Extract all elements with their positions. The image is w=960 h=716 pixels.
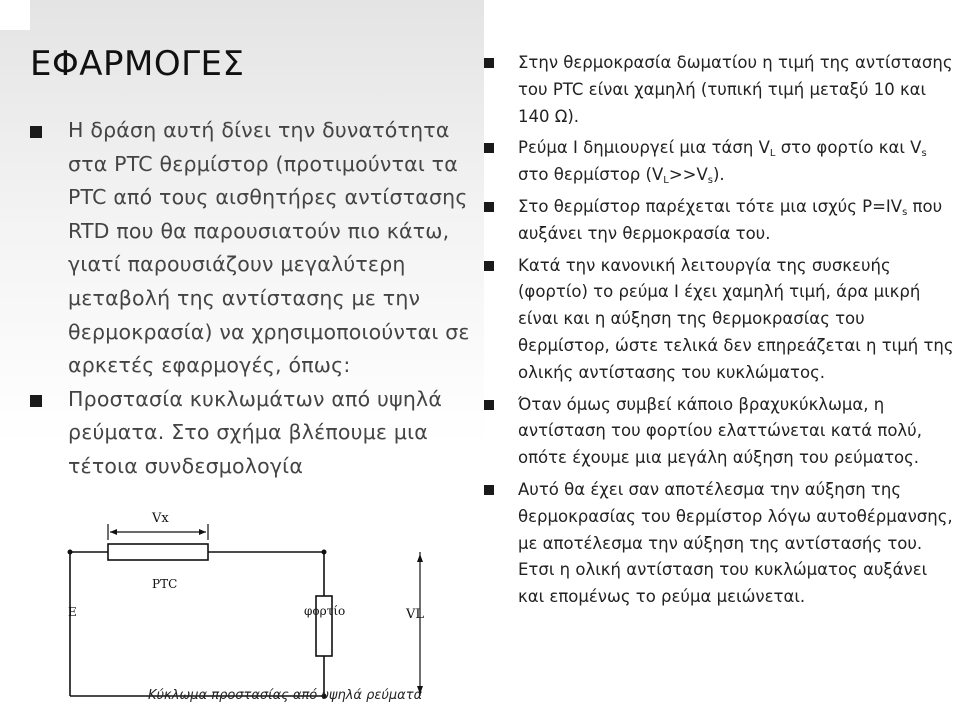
left-bullet-item: [30, 383, 480, 484]
square-bullet-icon: [484, 202, 494, 212]
right-bullet-text: Στο θερμίστορ παρέχεται τότε μια ισχύς $P=IV_s$ που αυξάνει την θερμοκρασία του.: [518, 196, 943, 243]
square-bullet-icon: [484, 143, 494, 153]
square-bullet-icon: [484, 400, 494, 410]
vx-right-arrow: [199, 529, 206, 535]
left-bullet-item: [30, 114, 480, 383]
figure-caption: Κύκλωμα προστασίας από υψηλά ρεύματα: [148, 688, 423, 703]
right-bullet-item: [484, 135, 954, 189]
square-bullet-icon: [30, 126, 42, 138]
vl-label: VL: [406, 607, 425, 622]
right-bullet-item: [484, 253, 954, 387]
square-bullet-icon: [484, 485, 494, 495]
slide-corner: [0, 0, 30, 30]
slide-title: ΕΦΑΡΜΟΓΕΣ: [30, 44, 245, 84]
protection-circuit-diagram: [60, 500, 480, 712]
ptc-resistor: [108, 544, 208, 560]
right-bullet-text: Αυτό θα έχει σαν αποτέλεσμα την αύξηση της θερμοκρασίας του θερμίστορ λόγω αυτοθέρμανσης, με αποτέλεσμα την αύξηση της αντίστασής του. Ετσι η ολική αντίσταση του κυκλώματος αυξάνει και επομένως το ρεύμα μειώνεται.: [518, 479, 953, 607]
left-bullet-text: Προστασία κυκλωμάτων από υψηλά ρεύματα. Στο σχήμα βλέπουμε μια τέτοια συνδεσμολογία: [68, 386, 443, 478]
right-bullet-text: Ρεύμα I δημιουργεί μια τάση $V_L$ στο φορτίο και $V_s$ στο θερμίστορ $(V_L>>V_s)$.: [518, 138, 927, 187]
right-bullet-item: [484, 50, 954, 130]
source-e-label: E: [68, 605, 77, 619]
right-bullet-item: [484, 477, 954, 611]
vx-left-arrow: [110, 529, 117, 535]
left-bullet-list: [30, 114, 480, 484]
vl-top-arrow: [417, 554, 423, 562]
right-bullet-text: Κατά την κανονική λειτουργία της συσκευής (φορτίο) το ρεύμα I έχει χαμηλή τιμή, άρα μικρή είναι και η αύξηση της θερμοκρασίας του θερμίστορ, ώστε τελικά δεν επηρεάζεται η τιμή της ολικής αντίστασης του κυκλώματος.: [518, 255, 954, 382]
vx-label: Vx: [152, 511, 169, 526]
square-bullet-icon: [30, 395, 42, 407]
load-label: φορτίο: [304, 604, 346, 618]
square-bullet-icon: [484, 261, 494, 271]
ptc-label: PTC: [152, 577, 178, 591]
right-bullet-item: [484, 392, 954, 472]
right-bullet-text: Στην θερμοκρασία δωματίου η τιμή της αντίστασης του PTC είναι χαμηλή (τυπική τιμή μεταξύ 10 και 140 Ω).: [518, 53, 953, 126]
square-bullet-icon: [484, 58, 494, 68]
left-bullet-text: Η δράση αυτή δίνει την δυνατότητα στα PTC θερμίστορ (προτιμούνται τα PTC από τους αισθητήρες αντίστασης RTD που θα παρουσιατούν πιο κάτω, γιατί παρουσιάζουν μεγαλύτερη μεταβολή της αντίστασης με την θερμοκρασία) να χρησιμοποιούνται σε αρκετές εφαρμογές, όπως:: [68, 118, 470, 378]
right-bullet-item: [484, 194, 954, 248]
right-bullet-list: [484, 50, 954, 616]
right-bullet-text: Όταν όμως συμβεί κάποιο βραχυκύκλωμα, η αντίσταση του φορτίου ελαττώνεται κατά πολύ, οπότε έχουμε μια μεγάλη αύξηση του ρεύματος.: [518, 394, 922, 468]
